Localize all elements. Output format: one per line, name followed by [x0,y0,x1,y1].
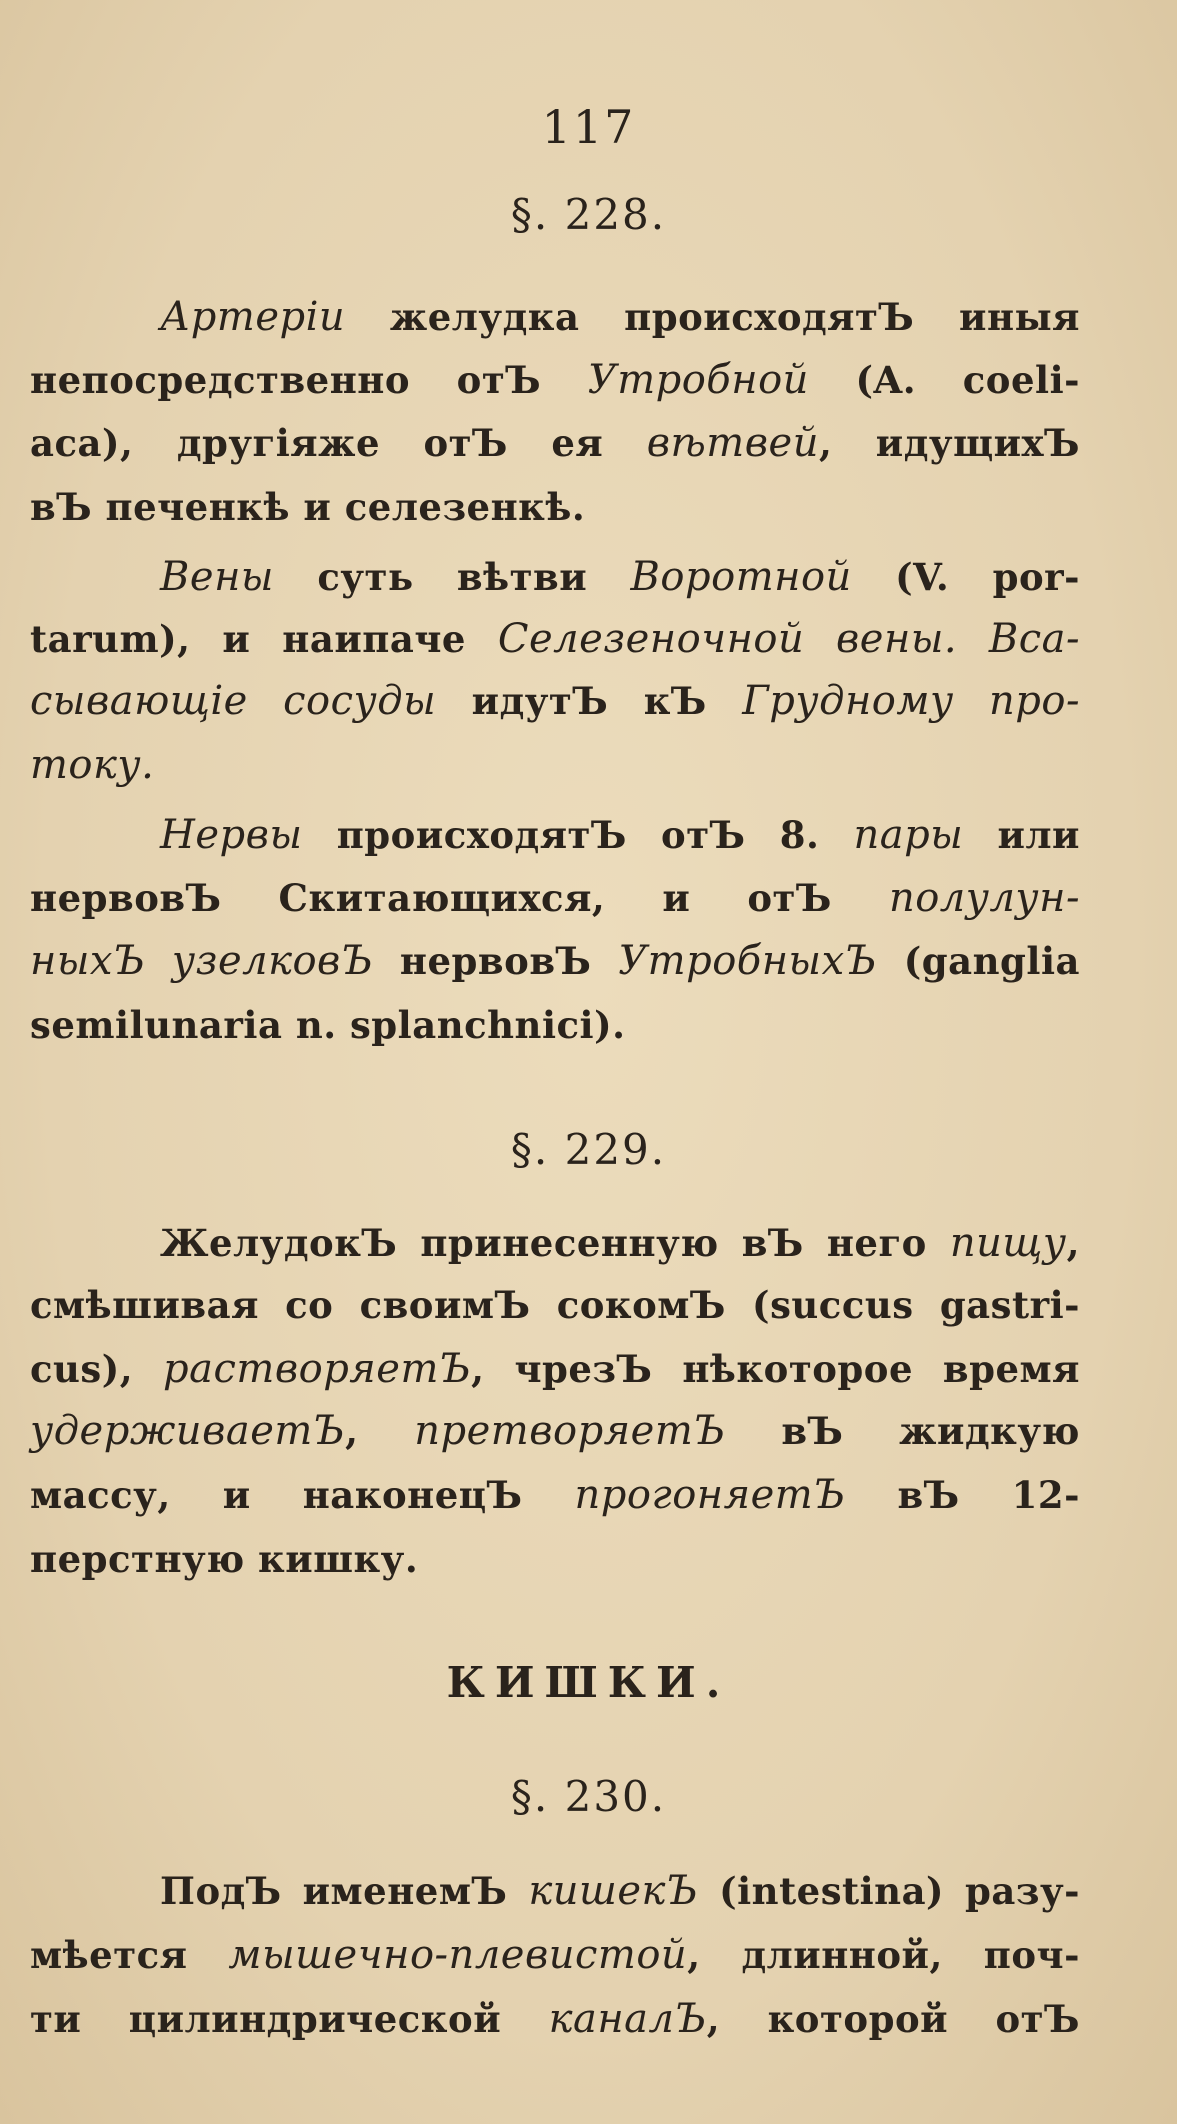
text-segment: суть вѣтви [274,555,631,599]
italic-term: Воротной [630,554,852,600]
chapter-heading: КИШКИ. [446,1658,731,1707]
text-line [30,936,1080,986]
text-line [160,1866,1080,1916]
italic-term: претворяетЪ [414,1408,726,1454]
text-segment: ти цилиндрической [30,1997,549,2041]
text-segment: semilunaria n. splanchnici). [30,1003,626,1047]
text-segment: (ganglia [876,939,1080,983]
italic-term: Вены [160,554,274,600]
text-segment: вЪ 12- [845,1473,1080,1517]
text-line [30,740,1080,790]
text-segment: мѣется [30,1933,229,1977]
text-segment: массу, и наконецЪ [30,1473,575,1517]
italic-term: вѣтвей [646,420,819,466]
text-line [30,1534,1080,1584]
text-segment: , [1066,1221,1080,1265]
text-line [30,418,1080,468]
text-segment: желудка происходятЪ иныя [345,295,1080,339]
section-230-marker: §. 230. [510,1772,667,1821]
text-line [30,1930,1080,1980]
italic-term: прогоняетЪ [574,1472,846,1518]
text-segment: вЪ печенкѣ и селезенкѣ. [30,485,586,529]
text-segment: , [345,1409,415,1453]
italic-term: Селезеночной вены. Вса- [497,616,1081,662]
italic-term: Утробной [587,357,809,403]
text-line [30,1994,1080,2044]
italic-term: пищу [949,1220,1067,1266]
text-segment: aca), другіяже отЪ ея [30,421,647,465]
text-segment: смѣшивая со своимЪ сокомЪ (succus gastri- [30,1283,1080,1327]
text-line [30,1280,1080,1330]
text-line [30,1406,1080,1456]
text-line [30,614,1080,664]
text-segment: нервовЪ Скитающихся, и отЪ [30,876,889,920]
italic-term: мышечно-плевистой [228,1932,688,1978]
italic-term: Нервы [160,812,303,858]
text-segment: , длинной, поч- [687,1933,1080,1977]
text-segment: или [963,813,1080,857]
text-segment: происходятЪ отЪ 8. [302,813,854,857]
text-segment: (A. coeli- [808,358,1080,402]
italic-term: току. [30,742,155,788]
italic-term: УтробныхЪ [618,938,877,984]
italic-term: сывающіе сосуды [30,678,437,724]
text-line [160,292,1080,342]
text-line [30,1470,1080,1520]
text-segment: (V. por- [851,555,1080,599]
text-line [30,355,1080,405]
text-segment: , идущихЪ [818,421,1081,465]
text-line [30,1000,1080,1050]
italic-term: удерживаетЪ [30,1408,346,1454]
section-228-marker: §. 228. [510,190,667,239]
page-number: 117 [541,100,636,154]
text-segment: , которой отЪ [706,1997,1080,2041]
section-229-marker: §. 229. [510,1125,667,1174]
italic-term: пары [853,812,964,858]
text-line [160,1218,1080,1268]
text-line [160,810,1080,860]
text-segment: вЪ жидкую [725,1409,1080,1453]
text-segment: перстную кишку. [30,1537,419,1581]
text-segment: нервовЪ [373,939,619,983]
italic-term: ныхЪ узелковЪ [30,938,374,984]
italic-term: растворяетЪ [163,1346,472,1392]
text-line [160,552,1080,602]
text-line [30,1344,1080,1394]
text-line [30,482,1080,532]
text-line [30,873,1080,923]
text-segment: , чрезЪ нѣкоторое время [471,1347,1081,1391]
italic-term: каналЪ [548,1996,707,2042]
text-segment: непосредственно отЪ [30,358,588,402]
italic-term: Грудному про- [742,678,1081,724]
text-segment: cus), [30,1347,164,1391]
italic-term: Артеріи [160,294,346,340]
italic-term: кишекЪ [528,1868,699,1914]
text-segment: ЖелудокЪ принесенную вЪ него [160,1221,950,1265]
text-segment: идутЪ кЪ [436,679,743,723]
text-line [30,676,1080,726]
text-segment: ПодЪ именемЪ [160,1869,529,1913]
italic-term: полулун- [888,875,1080,921]
text-segment: (intestina) разу- [698,1869,1080,1913]
text-segment: tarum), и наипаче [30,617,498,661]
